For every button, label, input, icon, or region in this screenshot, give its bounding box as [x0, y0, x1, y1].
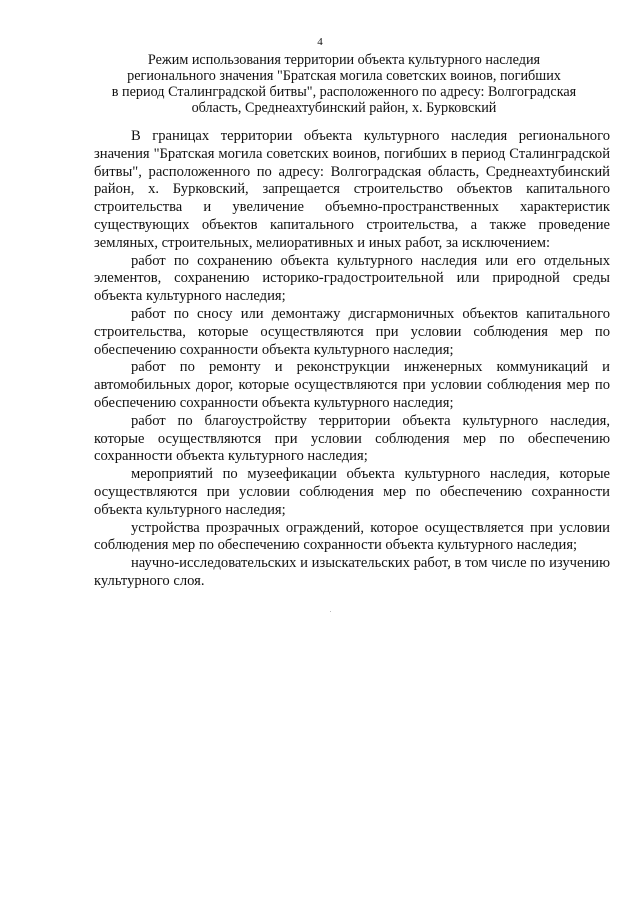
exception-item: научно-исследовательских и изыскательских работ, в том числе по изучению культурного слоя.	[94, 555, 610, 589]
exception-item: работ по сохранению объекта культурного наследия или его отдельных элементов, сохранению историко-градостроительной или природной среды объекта культурного наследия;	[94, 252, 610, 305]
title-line: регионального значения "Братская могила советских воинов, погибших	[127, 68, 561, 84]
title-line: область, Среднеахтубинский район, х. Бурковский	[191, 100, 497, 116]
exception-item: мероприятий по музеефикации объекта культурного наследия, которые осуществляются при условии соблюдения мер по обеспечению сохранности объекта культурного наследия;	[94, 466, 610, 518]
exception-item: устройства прозрачных ограждений, которое осуществляется при условии соблюдения мер по обеспечению сохранности объекта культурного наследия;	[94, 519, 610, 554]
exception-item: работ по сносу или демонтажу дисгармоничных объектов капитального строительства, которые осуществляются при условии соблюдения мер по обеспечению сохранности объекта культурного наследия;	[94, 305, 610, 358]
intro-paragraph: В границах территории объекта культурного наследия регионального значения "Братская могила советских воинов, погибших в период Сталинградской битвы", расположенного по адресу: Волгоградская область, Среднеахтубинский район, х. Бурковский, запрещается строительство объектов капитального строительства и увеличение объемно-пространственных характеристик существующих объектов капитального строительства, а также проведение земляных, строительных, мелиоративных и иных работ, за исключением:	[94, 128, 610, 251]
title-line: в период Сталинградской битвы", расположенного по адресу: Волгоградская	[111, 84, 577, 100]
document-title	[80, 52, 608, 116]
title-line: Режим использования территории объекта культурного наследия	[147, 52, 541, 68]
page-number: 4	[317, 36, 323, 48]
exception-item: работ по благоустройству территории объекта культурного наследия, которые осуществляются при условии соблюдения мер по обеспечению сохранности объекта культурного наследия;	[94, 412, 610, 465]
exception-item: работ по ремонту и реконструкции инженерных коммуникаций и автомобильных дорог, которые осуществляются при условии соблюдения мер по обеспечению сохранности объекта культурного наследия;	[94, 359, 610, 411]
scan-speck	[330, 611, 331, 612]
document-body	[94, 128, 610, 591]
